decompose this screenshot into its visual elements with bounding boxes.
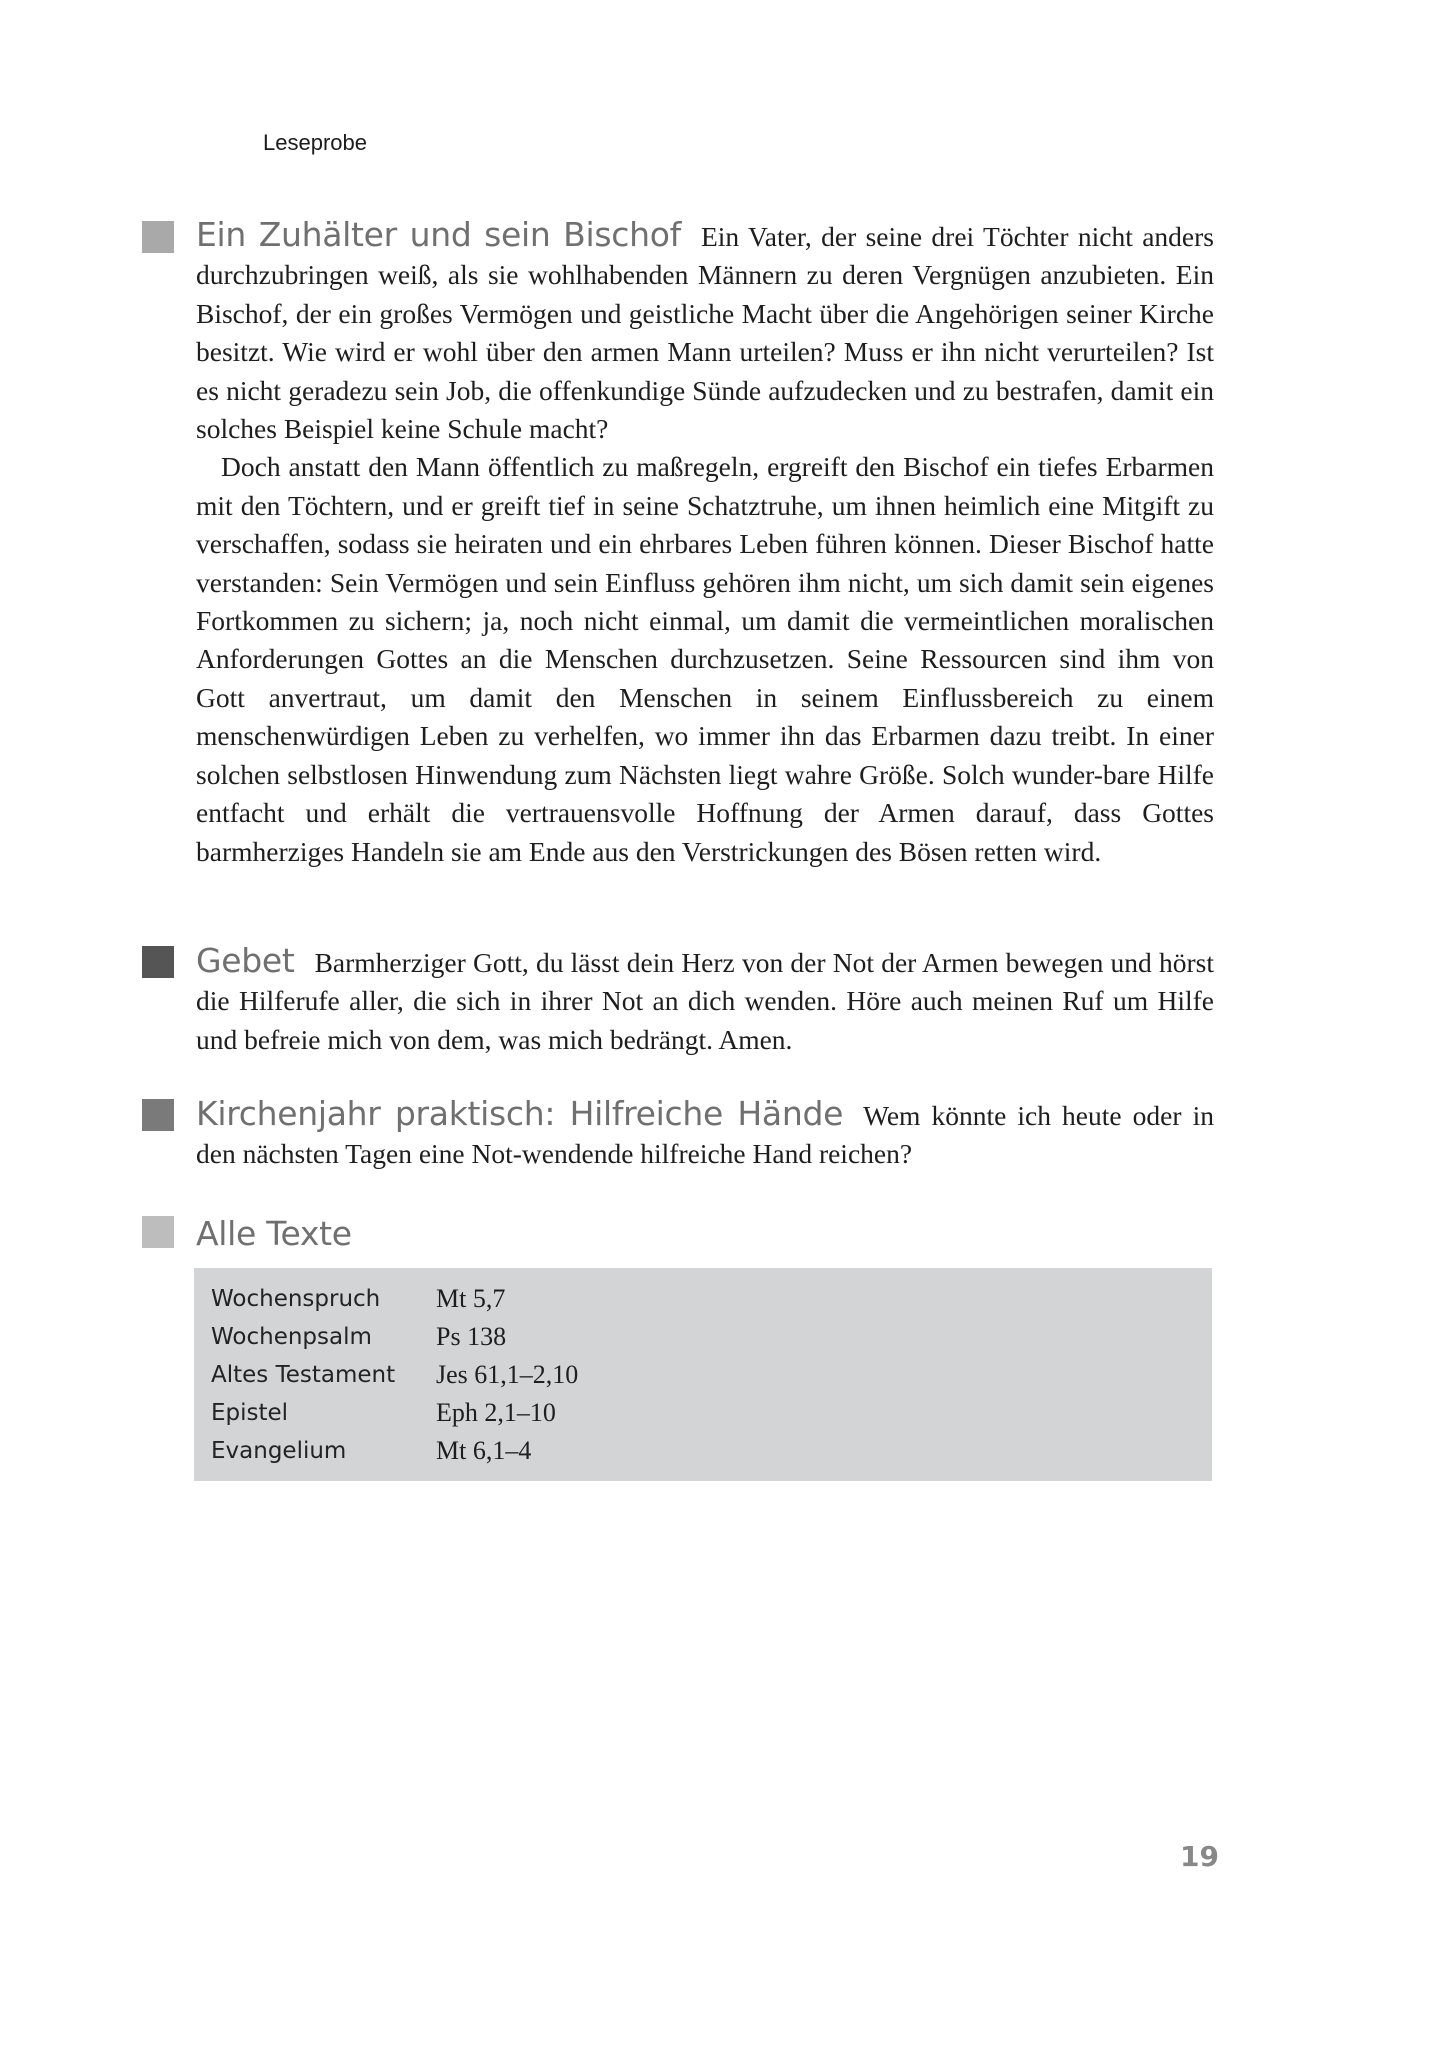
section-alle-texte bbox=[196, 1210, 1214, 1258]
section-heading: Alle Texte bbox=[196, 1214, 352, 1253]
paragraph-text: Barmherziger Gott, du lässt dein Herz von der Not der Armen bewegen und hörst die Hilferufe aller, die sich in ihrer Not an dich wenden. Höre auch meinen Ruf um Hilfe und befreie mich von dem, was mich bedrängt. Amen. bbox=[196, 947, 1214, 1055]
section-marker-square bbox=[142, 221, 174, 253]
table-row bbox=[211, 1432, 578, 1470]
section-body-paragraph bbox=[196, 1095, 1214, 1174]
readings-box bbox=[194, 1268, 1212, 1481]
table-row bbox=[211, 1394, 578, 1432]
section-marker-square bbox=[142, 946, 174, 978]
section-body-paragraph: Doch anstatt den Mann öffentlich zu maßregeln, ergreift den Bischof ein tiefes Erbarmen mit den Töchtern, und er greift tief in seine Schatztruhe, um ihnen heimlich eine Mitgift zu verschaffen, sodass sie heiraten und ein ehrbares Leben führen können. Dieser Bischof hatte verstanden: Sein Vermögen und sein Einfluss gehören ihm nicht, um sich damit sein eigenes Fortkommen zu sichern; ja, noch nicht einmal, um damit die vermeintlichen moralischen Anforderungen Gottes an die Menschen durchzusetzen. Seine Ressourcen sind ihm von Gott anvertraut, um damit den Menschen in seinem Einflussbereich zu einem menschenwürdigen Leben zu verhelfen, wo immer ihn das Erbarmen dazu treibt. In einer solchen selbstlosen Hinwendung zum Nächsten liegt wahre Größe. Solch wunder-bare Hilfe entfacht und erhält die vertrauensvolle Hoffnung der Armen darauf, dass Gottes barmherziges Handeln sie am Ende aus den Verstrickungen des Bösen retten wird. bbox=[196, 451, 1214, 867]
reading-reference: Ps 138 bbox=[436, 1322, 507, 1351]
section-heading: Kirchenjahr praktisch: Hilfreiche Hände bbox=[196, 1094, 844, 1133]
reading-label: Evangelium bbox=[211, 1438, 347, 1464]
section-gebet bbox=[196, 942, 1214, 1059]
section-zuhaelter-bischof bbox=[196, 216, 1214, 871]
section-heading: Gebet bbox=[196, 941, 295, 980]
reading-label: Epistel bbox=[211, 1400, 289, 1426]
section-marker-square bbox=[142, 1216, 174, 1248]
page-number: 19 bbox=[1180, 1840, 1219, 1873]
paragraph-text: Wem könnte ich heute oder in den nächsten Tagen eine Not-wendende hilfreiche Hand reichen? bbox=[196, 1100, 1214, 1170]
paragraph-text: Ein Vater, der seine drei Töchter nicht anders durchzubringen weiß, als sie wohlhabenden Männern zu deren Vergnügen anzubieten. Ein Bischof, der ein großes Vermögen und geistliche Macht über die Angehörigen seiner Kirche besitzt. Wie wird er wohl über den armen Mann urteilen? Muss er ihn nicht verurteilen? Ist es nicht geradezu sein Job, die offenkundige Sünde aufzudecken und zu bestrafen, damit ein solches Beispiel keine Schule macht? bbox=[196, 221, 1214, 445]
section-kirchenjahr-praktisch bbox=[196, 1095, 1214, 1174]
table-row bbox=[211, 1356, 578, 1394]
reading-label: Wochenspruch bbox=[211, 1286, 381, 1312]
reading-reference: Mt 6,1–4 bbox=[436, 1436, 532, 1465]
reading-reference: Eph 2,1–10 bbox=[436, 1398, 556, 1427]
table-row bbox=[211, 1280, 578, 1318]
table-row bbox=[211, 1318, 578, 1356]
section-body-paragraph bbox=[196, 216, 1214, 448]
reading-reference: Mt 5,7 bbox=[436, 1284, 506, 1313]
readings-table bbox=[211, 1280, 578, 1470]
reading-label: Altes Testament bbox=[211, 1362, 396, 1388]
section-heading: Ein Zuhälter und sein Bischof bbox=[196, 215, 681, 254]
section-marker-square bbox=[142, 1099, 174, 1131]
reading-label: Wochenpsalm bbox=[211, 1324, 372, 1350]
reading-reference: Jes 61,1–2,10 bbox=[436, 1360, 579, 1389]
section-body-paragraph bbox=[196, 942, 1214, 1059]
running-header: Leseprobe bbox=[263, 130, 367, 155]
